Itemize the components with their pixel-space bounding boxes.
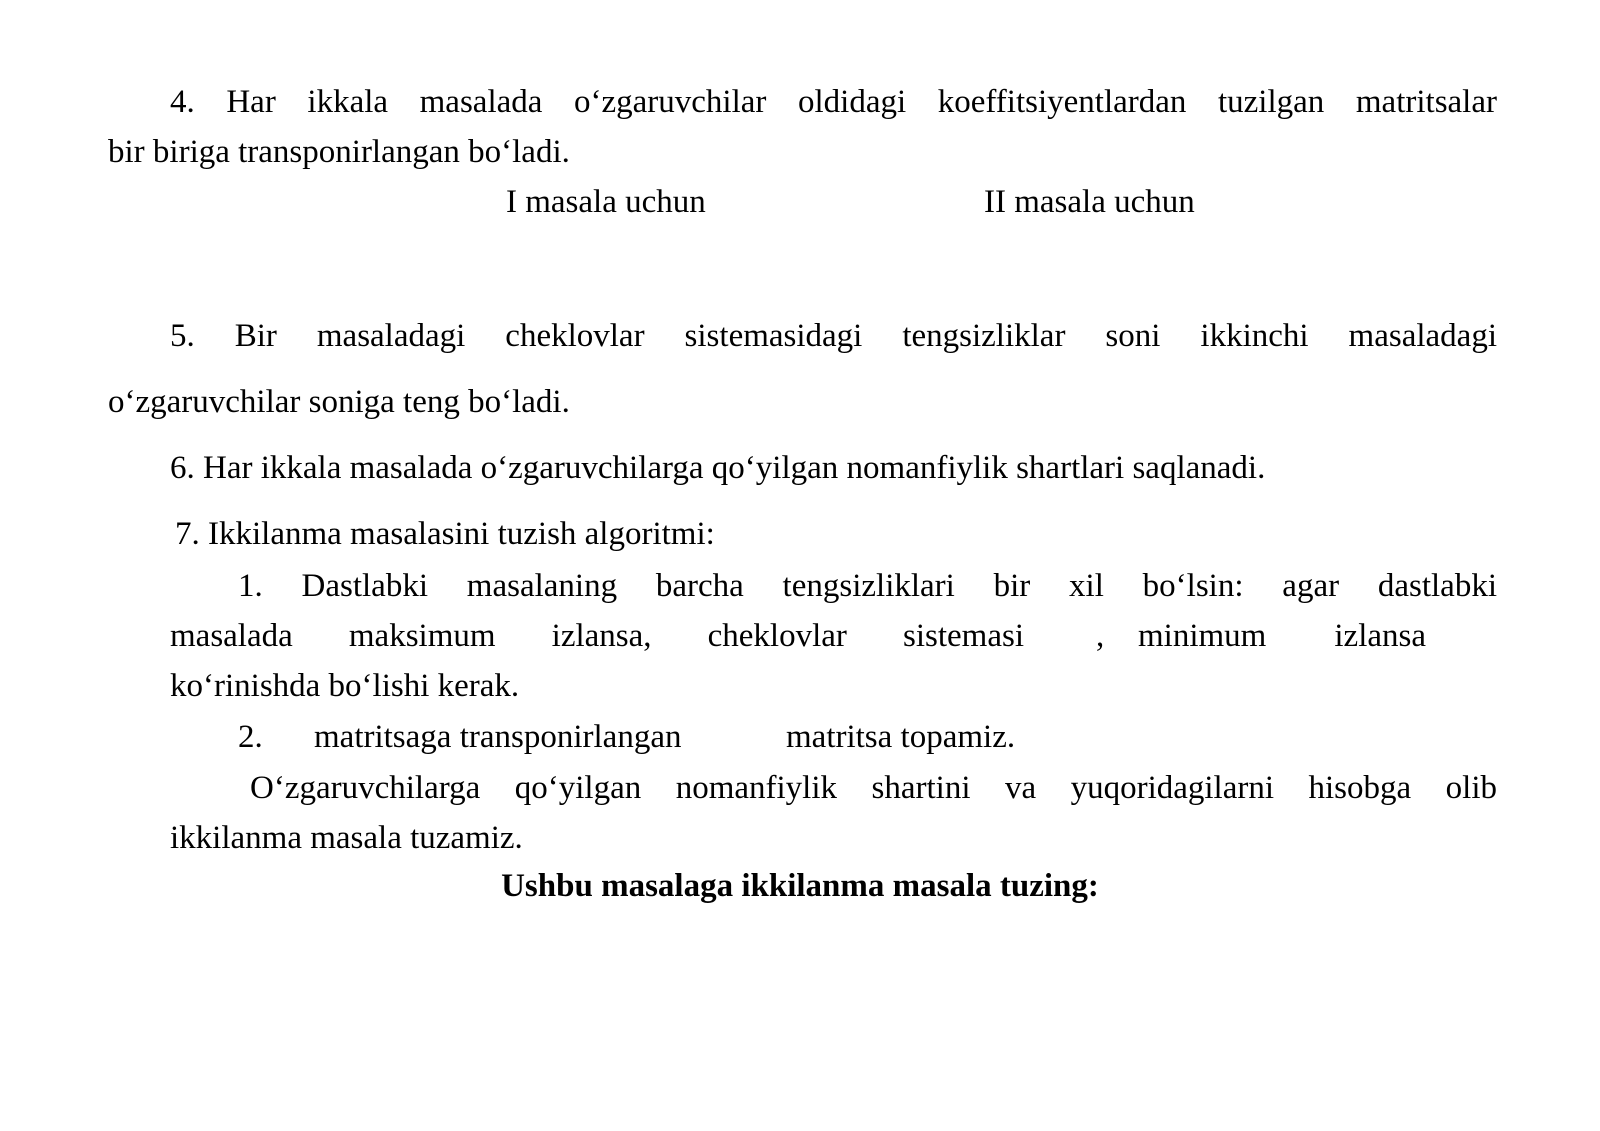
item-4-line-1: 4. Har ikkala masalada o‘zgaruvchilar oldidagi koeffitsiyentlardan tuzilgan matritsalar xyxy=(170,84,1497,120)
item-4-line-2: bir biriga transponirlangan bo‘ladi. xyxy=(108,134,570,170)
step-1-line-2-comma: , xyxy=(1096,618,1105,654)
item-5-line-2: o‘zgaruvchilar soniga teng bo‘ladi. xyxy=(108,384,570,420)
step-1-line-2-part-b: minimum izlansa xyxy=(1138,618,1426,654)
task-heading: Ushbu masalaga ikkilanma masala tuzing: xyxy=(501,868,1099,904)
step-2-part-b: matritsa topamiz. xyxy=(786,719,1016,755)
step-1-line-2-part-a: masalada maksimum izlansa, cheklovlar sistemasi xyxy=(170,618,1024,654)
caption-second-problem: II masala uchun xyxy=(984,184,1195,220)
closing-line-1: O‘zgaruvchilarga qo‘yilgan nomanfiylik shartini va yuqoridagilarni hisobga olib xyxy=(250,770,1497,806)
step-2-part-a: matritsaga transponirlangan xyxy=(314,719,682,755)
step-1-line-1: 1. Dastlabki masalaning barcha tengsizliklari bir xil bo‘lsin: agar dastlabki xyxy=(238,568,1497,604)
step-2-number: 2. xyxy=(238,719,263,755)
step-1-line-3: ko‘rinishda bo‘lishi kerak. xyxy=(170,668,520,704)
caption-first-problem: I masala uchun xyxy=(506,184,706,220)
closing-line-2: ikkilanma masala tuzamiz. xyxy=(170,820,523,856)
item-7-heading: 7. Ikkilanma masalasini tuzish algoritmi: xyxy=(175,516,715,552)
item-6: 6. Har ikkala masalada o‘zgaruvchilarga qo‘yilgan nomanfiylik shartlari saqlanadi. xyxy=(170,450,1266,486)
item-5-line-1: 5. Bir masaladagi cheklovlar sistemasidagi tengsizliklar soni ikkinchi masaladagi xyxy=(170,318,1497,354)
